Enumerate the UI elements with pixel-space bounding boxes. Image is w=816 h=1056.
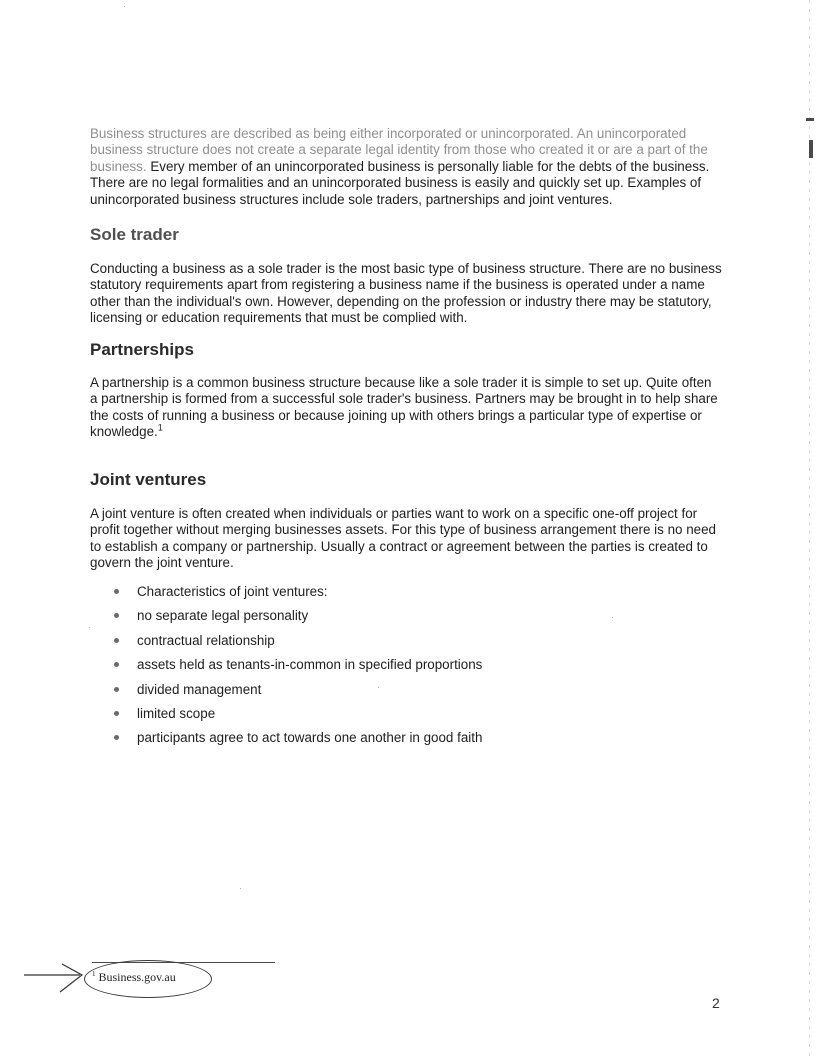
footnote: [92, 970, 176, 985]
intro-text: Every member of an unincorporated business is personally liable for the debts of the business. There are no legal formalities and an unincorporated business is easily and quickly set up. Examples of unincorporated business structures include sole traders, partnerships and joint ventures.: [90, 158, 710, 207]
sole-trader-paragraph: Conducting a business as a sole trader is the most basic type of business structure. There are no business statutory requirements apart from registering a business name if the business is operated under a name other than the individual's own. However, depending on the profession or industry there may be statutory, licensing or education requirements that must be complied with.: [90, 261, 722, 326]
list-item-text: Characteristics of joint ventures:: [137, 584, 328, 599]
joint-ventures-bullet-list: [111, 584, 611, 755]
bullet-icon: [114, 735, 119, 740]
scan-speck: [240, 888, 241, 889]
list-item-text: assets held as tenants-in-common in specified proportions: [137, 657, 483, 673]
scan-edge-artifact: [809, 0, 810, 1056]
partnerships-paragraph: [90, 375, 722, 441]
intro-faded-text: Business structures are described as being either incorporated or unincorporated. An unincorporated business structure does not create a separate legal identity from those who created it or are a part of the business.: [90, 126, 708, 174]
list-item-text: no separate legal personality: [137, 608, 309, 624]
list-item: [111, 706, 611, 730]
list-item: [111, 584, 611, 608]
bullet-icon: [114, 638, 119, 643]
hand-drawn-arrow-icon: [22, 958, 92, 998]
scan-speck: [612, 617, 613, 618]
list-item-text: divided management: [137, 681, 262, 697]
partnerships-heading: Partnerships: [90, 340, 194, 359]
list-item: [111, 608, 611, 632]
intro-section: [90, 126, 722, 208]
list-item-text: participants agree to act towards one another in good faith: [137, 730, 483, 746]
bullet-icon: [114, 711, 119, 716]
partnerships-text: A partnership is a common business structure because like a sole trader it is simple to set up. Quite often a partnership is formed from a successful sole trader's business. Partners may be brought in to help share the costs of running a business or because joining up with others brings a particular type of expertise or knowledge.: [90, 375, 718, 440]
list-item: [111, 633, 611, 657]
footnote-number: 1: [92, 970, 96, 978]
list-item: [111, 657, 611, 681]
list-item: [111, 730, 611, 754]
footnote-reference: 1: [157, 422, 163, 433]
page-number: 2: [712, 995, 720, 1011]
scan-edge-mark: [806, 118, 814, 121]
scan-speck: [124, 6, 125, 7]
sole-trader-heading: Sole trader: [90, 225, 179, 244]
bullet-icon: [114, 589, 119, 594]
bullet-icon: [114, 662, 119, 667]
joint-ventures-heading: Joint ventures: [90, 470, 207, 489]
joint-ventures-paragraph: A joint venture is often created when individuals or parties want to work on a specific one-off project for profit together without merging businesses assets. For this type of business arrangement there is no need to establish a company or partnership. Usually a contract or agreement between the parties is created to govern the joint venture.: [90, 506, 716, 571]
scan-speck: [89, 627, 90, 628]
bullet-icon: [114, 613, 119, 618]
intro-paragraph: [90, 126, 722, 208]
bullet-icon: [114, 687, 119, 692]
list-item-text: contractual relationship: [137, 632, 275, 648]
list-item-text: limited scope: [137, 705, 216, 721]
scan-edge-mark: [809, 140, 813, 158]
list-item: [111, 682, 611, 706]
footnote-text: Business.gov.au: [98, 970, 176, 984]
